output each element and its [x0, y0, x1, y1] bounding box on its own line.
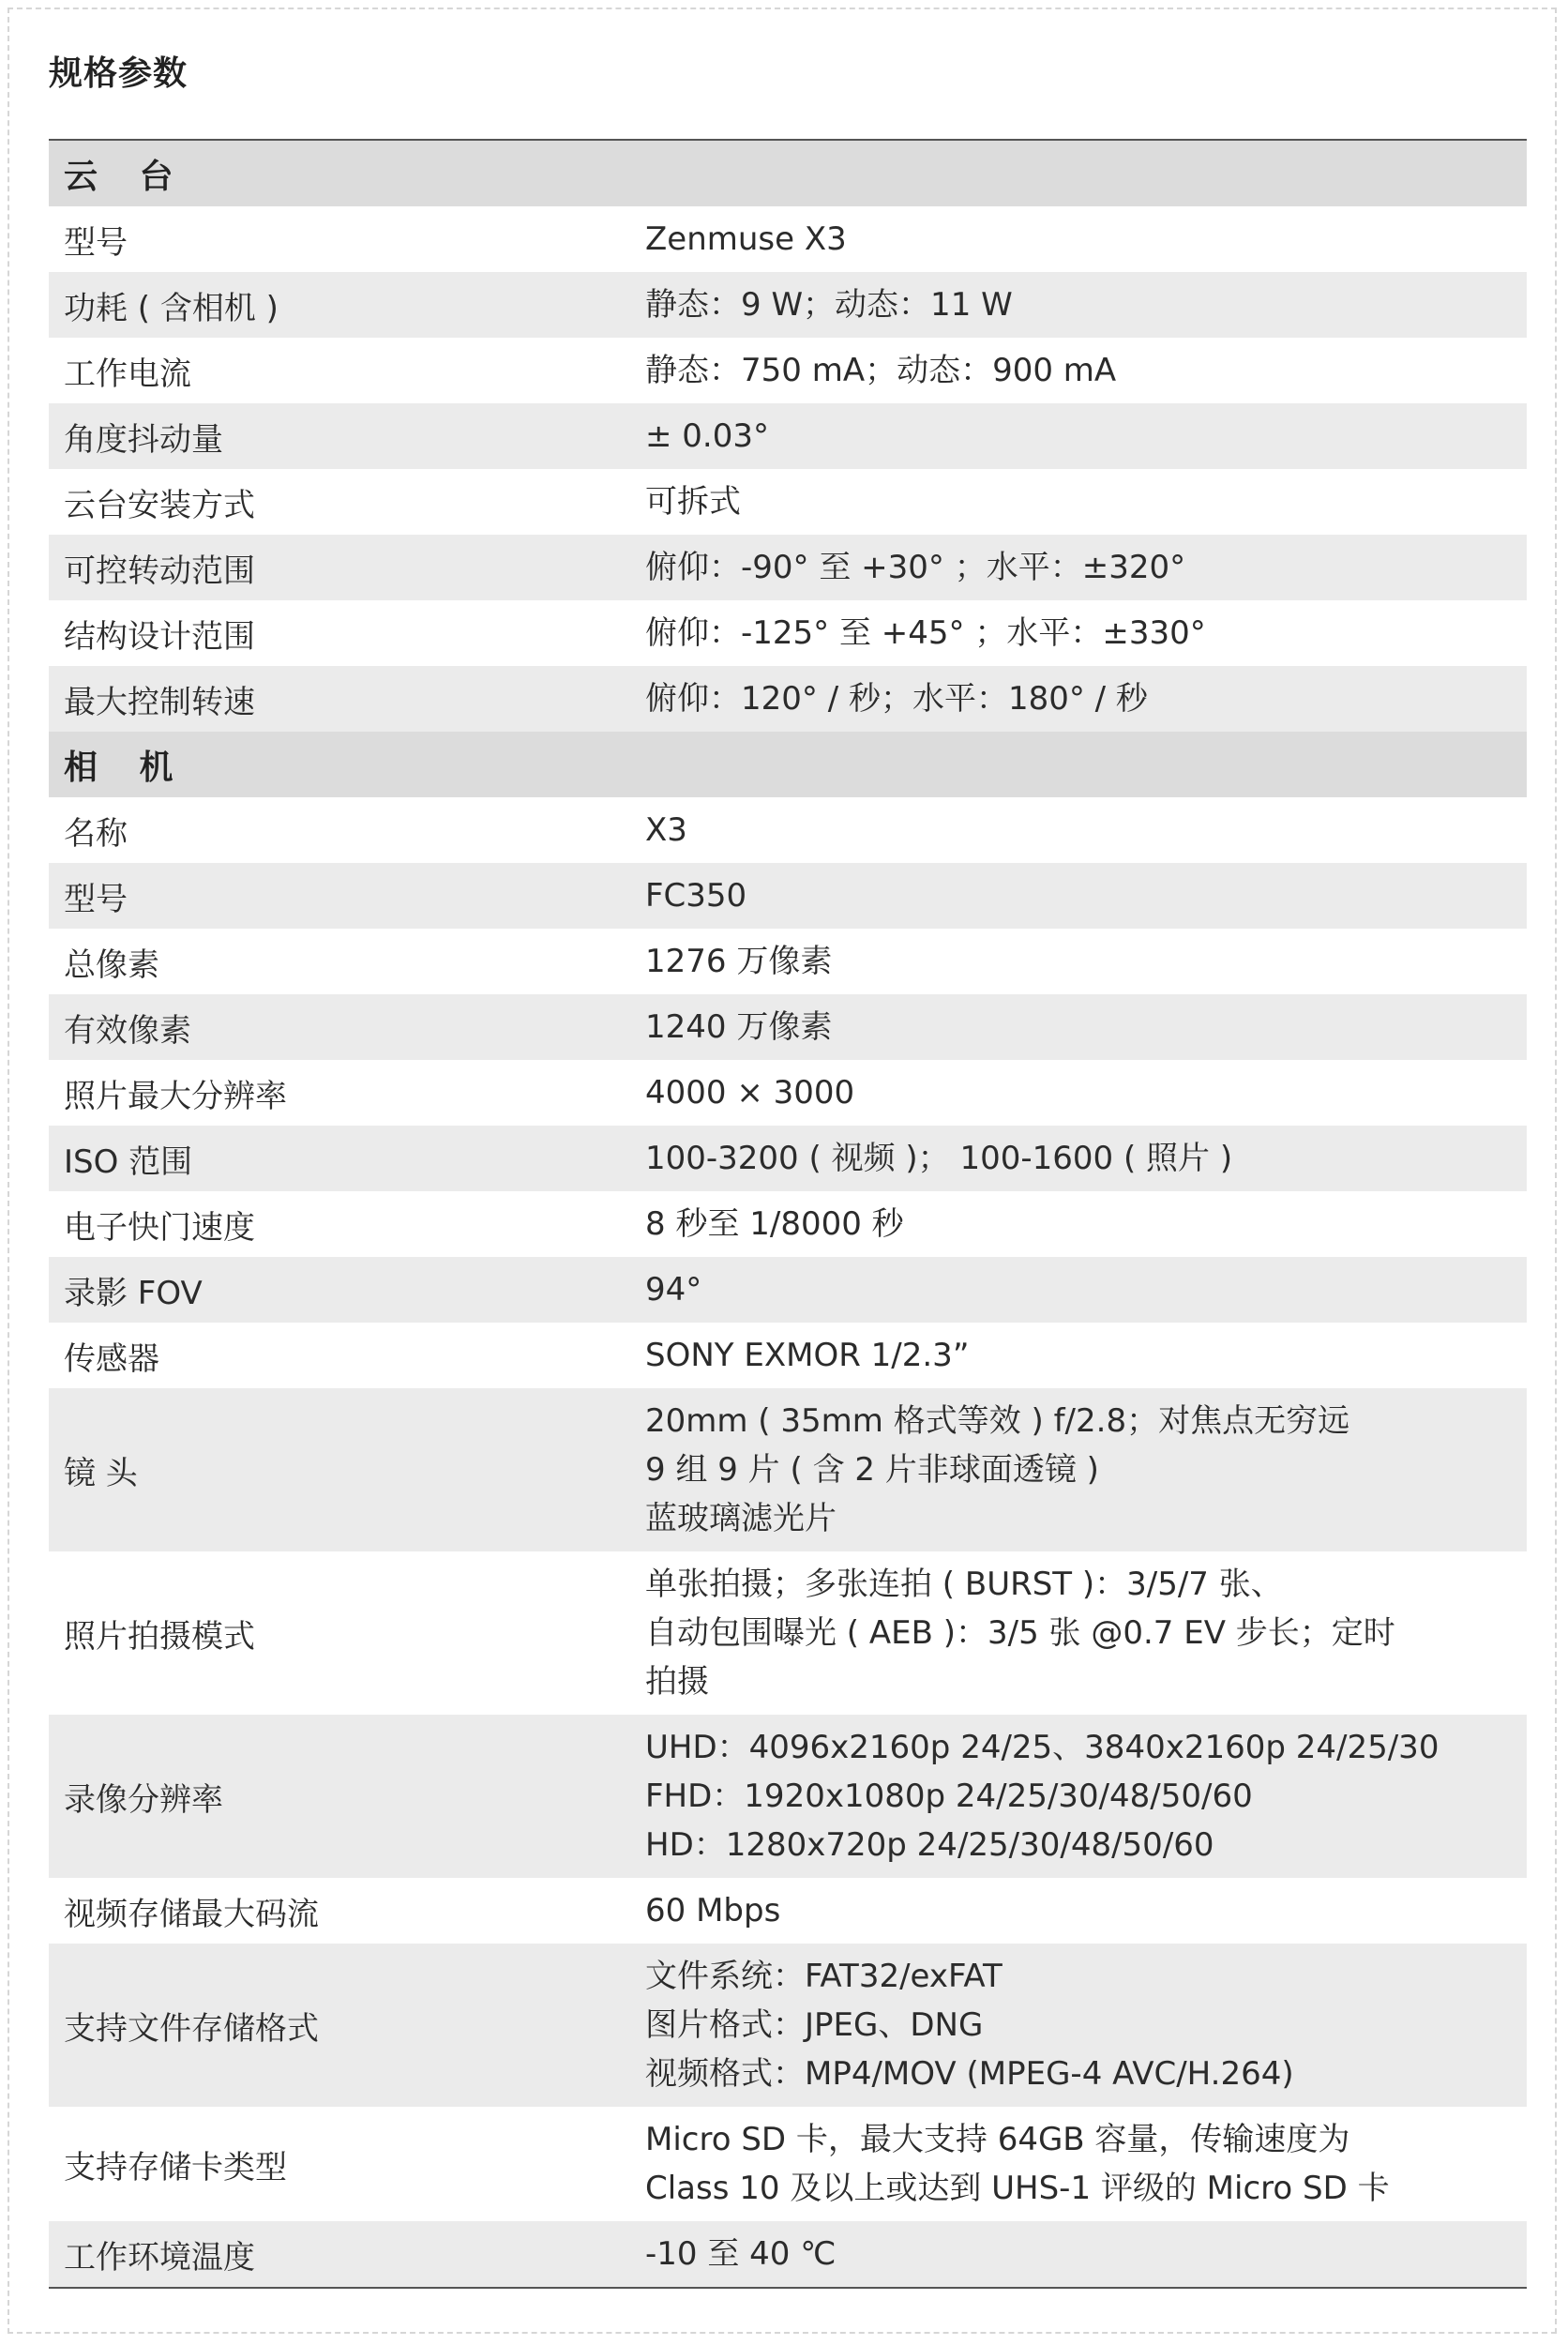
spec-value [645, 2115, 1527, 2213]
page-title: 规格参数 [49, 54, 188, 93]
spec-value [645, 412, 1527, 461]
spec-row [49, 1551, 1527, 1715]
spec-label: 名称 [64, 814, 128, 853]
spec-value-line: 俯仰：-90° 至 +30° ；水平：±320° [645, 549, 1186, 586]
spec-value-line: Micro SD 卡，最大支持 64GB 容量，传输速度为 [645, 2121, 1350, 2158]
spec-value-line: Zenmuse X3 [645, 220, 847, 258]
spec-label: 型号 [64, 880, 128, 918]
spec-value [645, 1560, 1527, 1706]
spec-value [645, 1397, 1527, 1543]
spec-label: 电子快门速度 [64, 1208, 255, 1247]
spec-label: 录像分辨率 [64, 1780, 223, 1819]
spec-value-line: UHD：4096x2160p 24/25、3840x2160p 24/25/30 [645, 1729, 1440, 1766]
spec-row [49, 206, 1527, 272]
spec-value-line: 8 秒至 1/8000 秒 [645, 1205, 904, 1243]
spec-row [49, 797, 1527, 863]
spec-label: 支持存储卡类型 [64, 2148, 287, 2186]
spec-label: 云台安装方式 [64, 486, 255, 524]
spec-value-line: 俯仰：-125° 至 +45° ；水平：±330° [645, 614, 1206, 652]
spec-row [49, 1715, 1527, 1878]
spec-value-line: Class 10 及以上或达到 UHS-1 评级的 Micro SD 卡 [645, 2170, 1390, 2207]
spec-value-line: FHD：1920x1080p 24/25/30/48/50/60 [645, 1778, 1253, 1815]
spec-row [49, 1257, 1527, 1323]
spec-row [49, 863, 1527, 929]
spec-value-line: 94° [645, 1271, 702, 1309]
spec-row [49, 1388, 1527, 1551]
spec-value [645, 1723, 1527, 1869]
section-header [49, 732, 1527, 797]
spec-label: 结构设计范围 [64, 617, 255, 656]
spec-label: 镜 头 [64, 1454, 138, 1492]
spec-value-line: 20mm ( 35mm 格式等效 ) f/2.8；对焦点无穷远 [645, 1402, 1350, 1440]
spec-row [49, 338, 1527, 403]
spec-value-line: 自动包围曝光 ( AEB )：3/5 张 @0.7 EV 步长；定时 [645, 1614, 1395, 1652]
section-title: 云 台 [64, 157, 188, 196]
spec-value [645, 1952, 1527, 2098]
spec-value [645, 609, 1527, 658]
spec-row [49, 1060, 1527, 1126]
spec-value-line: 100-3200 ( 视频 )； 100-1600 ( 照片 ) [645, 1140, 1233, 1177]
spec-value [645, 280, 1527, 329]
spec-label: 工作电流 [64, 355, 191, 393]
spec-value-line: HD：1280x720p 24/25/30/48/50/60 [645, 1826, 1214, 1864]
spec-label: 照片最大分辨率 [64, 1077, 287, 1115]
spec-row [49, 469, 1527, 535]
spec-label: 最大控制转速 [64, 683, 255, 721]
spec-value-line: ± 0.03° [645, 417, 769, 455]
spec-value [645, 871, 1527, 920]
spec-label: 支持文件存储格式 [64, 2009, 319, 2048]
spec-value-line: 单张拍摄；多张连拍 ( BURST )：3/5/7 张、 [645, 1566, 1283, 1603]
spec-row [49, 600, 1527, 666]
spec-label: 可控转动范围 [64, 552, 255, 590]
spec-value-line: 静态：9 W；动态：11 W [645, 286, 1013, 324]
spec-value [645, 1265, 1527, 1314]
spec-value [645, 215, 1527, 264]
spec-value-line: 4000 × 3000 [645, 1074, 855, 1112]
spec-value-line: 图片格式：JPEG、DNG [645, 2006, 984, 2044]
spec-value-line: 俯仰：120° / 秒；水平：180° / 秒 [645, 680, 1148, 718]
spec-value-line: SONY EXMOR 1/2.3” [645, 1337, 970, 1374]
spec-label: 角度抖动量 [64, 420, 223, 459]
spec-value [645, 1003, 1527, 1051]
spec-value [645, 477, 1527, 526]
spec-row [49, 994, 1527, 1060]
spec-row [49, 2107, 1527, 2221]
spec-value-line: 可拆式 [645, 483, 741, 521]
spec-value [645, 346, 1527, 395]
spec-row [49, 1126, 1527, 1191]
spec-value-line: -10 至 40 ℃ [645, 2235, 837, 2273]
spec-value [645, 1200, 1527, 1248]
spec-row [49, 403, 1527, 469]
spec-row [49, 1191, 1527, 1257]
spec-row [49, 1323, 1527, 1388]
spec-value-line: 静态：750 mA；动态：900 mA [645, 352, 1117, 389]
spec-row [49, 272, 1527, 338]
spec-row [49, 2221, 1527, 2287]
spec-row [49, 929, 1527, 994]
spec-label: 录影 FOV [64, 1274, 203, 1312]
spec-value-line: 9 组 9 片 ( 含 2 片非球面透镜 ) [645, 1451, 1099, 1489]
spec-value [645, 1886, 1527, 1935]
spec-value [645, 937, 1527, 986]
spec-row [49, 1944, 1527, 2107]
spec-value-line: 蓝玻璃滤光片 [645, 1500, 837, 1537]
spec-label: 有效像素 [64, 1011, 191, 1050]
spec-value-line: 1276 万像素 [645, 943, 833, 980]
spec-value-line: FC350 [645, 877, 747, 915]
spec-table [49, 139, 1527, 2289]
section-header [49, 141, 1527, 206]
spec-value-line: 拍摄 [645, 1663, 709, 1701]
spec-label: 型号 [64, 223, 128, 262]
spec-value [645, 806, 1527, 855]
spec-value-line: 1240 万像素 [645, 1008, 833, 1046]
section-title: 相 机 [64, 748, 188, 787]
spec-row [49, 535, 1527, 600]
spec-value-line: 视频格式：MP4/MOV (MPEG-4 AVC/H.264) [645, 2055, 1294, 2093]
spec-value-line: 60 Mbps [645, 1892, 781, 1929]
spec-label: 功耗 ( 含相机 ) [64, 289, 279, 327]
spec-label: 视频存储最大码流 [64, 1895, 319, 1933]
spec-label: 总像素 [64, 946, 159, 984]
spec-row [49, 666, 1527, 732]
spec-value [645, 1068, 1527, 1117]
spec-value-line: 文件系统：FAT32/exFAT [645, 1958, 1003, 1995]
spec-label: ISO 范围 [64, 1142, 193, 1181]
spec-value [645, 1134, 1527, 1183]
spec-value-line: X3 [645, 811, 687, 849]
spec-value [645, 543, 1527, 592]
spec-row [49, 1878, 1527, 1944]
spec-label: 传感器 [64, 1339, 159, 1378]
spec-label: 工作环境温度 [64, 2238, 255, 2277]
spec-label: 照片拍摄模式 [64, 1617, 255, 1656]
spec-value [645, 2230, 1527, 2278]
spec-value [645, 674, 1527, 723]
spec-value [645, 1331, 1527, 1380]
